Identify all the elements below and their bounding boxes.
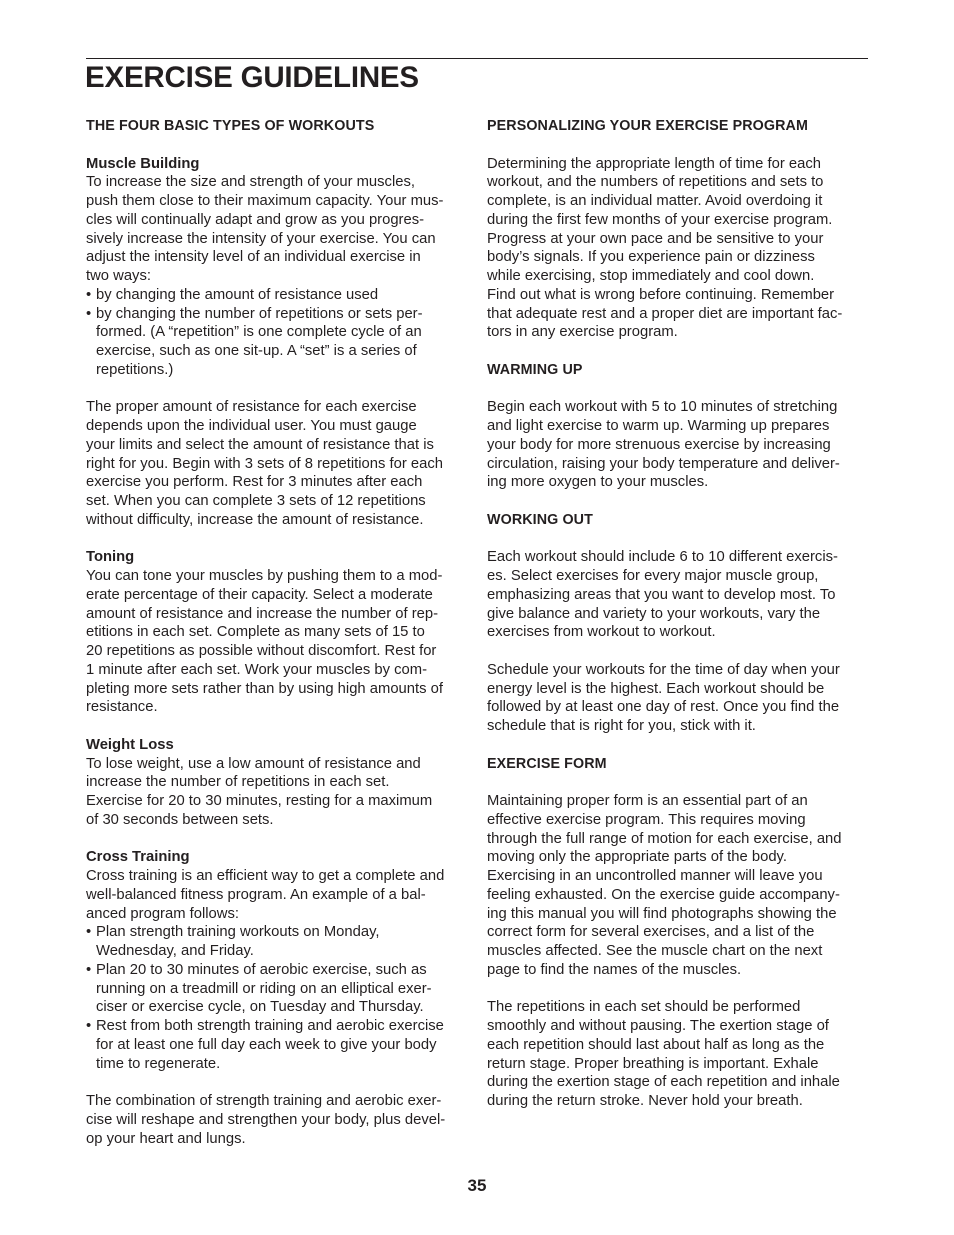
- subhead-weight-loss: Weight Loss: [86, 736, 174, 753]
- text-line: of 30 seconds between sets.: [86, 811, 274, 828]
- text-line: Exercising in an uncontrolled manner will leave you: [487, 868, 823, 884]
- text-line: your body for more strenuous exercise by increasing: [487, 436, 831, 453]
- text-line: smoothly and without pausing. The exertion stage of: [487, 1018, 829, 1034]
- text-line: for at least one full day each week to give your body: [96, 1036, 437, 1053]
- exercise-form-paragraph-breathing: [487, 998, 869, 1111]
- text-line: repetitions.): [96, 361, 174, 378]
- text-line: exercise, such as one sit-up. A “set” is a series of: [96, 343, 417, 359]
- text-line: and light exercise to warm up. Warming up prepares: [487, 418, 830, 434]
- cross-training-bullet-rest: [86, 1017, 470, 1073]
- text-line: page to find the names of the muscles.: [487, 961, 742, 978]
- text-line: push them close to their maximum capacity. Your mus-: [86, 193, 444, 209]
- text-line: feeling exhausted. On the exercise guide accompany-: [487, 886, 840, 903]
- text-line: circulation, raising your body temperature and deliver-: [487, 455, 840, 472]
- text-line: To lose weight, use a low amount of resistance and: [86, 755, 421, 772]
- text-line: complete, is an individual matter. Avoid overdoing it: [487, 193, 823, 209]
- text-line: Progress at your own pace and be sensitive to your: [487, 230, 824, 247]
- right-column: [487, 117, 869, 1111]
- text-line: running on a treadmill or riding on an elliptical exer-: [96, 980, 432, 997]
- text-line: Wednesday, and Friday.: [96, 943, 254, 959]
- text-line: Maintaining proper form is an essential part of an: [487, 793, 808, 809]
- text-line: depends upon the individual user. You must gauge: [86, 418, 417, 434]
- text-line: adjust the intensity level of an individual exercise in: [86, 249, 421, 266]
- personalizing-paragraph: [487, 155, 869, 343]
- text-line: sively increase the intensity of your exercise. You can: [86, 230, 436, 247]
- working-out-paragraph-schedule: [487, 661, 869, 736]
- text-line: during the exertion stage of each repetition and inhale: [487, 1074, 840, 1091]
- text-line: etitions in each set. Complete as many sets of 15 to: [86, 624, 425, 641]
- text-line: cise will reshape and strengthen your body, plus devel-: [86, 1111, 446, 1128]
- text-line: erate percentage of their capacity. Select a moderate: [86, 586, 433, 603]
- cross-training-bullet-strength: [86, 923, 470, 961]
- text-line: workout, and the numbers of repetitions and sets to: [487, 174, 824, 191]
- text-line: Rest from both strength training and aerobic exercise: [96, 1018, 444, 1034]
- text-line: well-balanced fitness program. An example of a bal-: [86, 886, 426, 903]
- text-line: To increase the size and strength of your muscles,: [86, 174, 415, 191]
- text-line: give balance and variety to your workouts, vary the: [487, 605, 821, 622]
- text-line: during the first few months of your exercise program.: [487, 211, 833, 228]
- text-line: Exercise for 20 to 30 minutes, resting for a maximum: [86, 793, 433, 809]
- subhead-muscle-building: Muscle Building: [86, 155, 200, 172]
- page-number: 35: [467, 1176, 487, 1195]
- text-line: You can tone your muscles by pushing them to a mod-: [86, 568, 443, 584]
- text-line: The repetitions in each set should be performed: [487, 999, 801, 1016]
- text-line: Plan 20 to 30 minutes of aerobic exercise, such as: [96, 961, 427, 978]
- text-line: Begin each workout with 5 to 10 minutes of stretching: [487, 399, 838, 416]
- text-line: that adequate rest and a proper diet are important fac-: [487, 305, 843, 322]
- page-title: EXERCISE GUIDELINES: [85, 61, 419, 94]
- section-title-four-basic-types: THE FOUR BASIC TYPES OF WORKOUTS: [86, 118, 375, 134]
- text-line: muscles affected. See the muscle chart on the next: [487, 943, 823, 959]
- section-title-working-out: WORKING OUT: [487, 511, 593, 528]
- text-line: time to regenerate.: [96, 1055, 221, 1072]
- cross-training-paragraph-combination: [86, 1092, 470, 1148]
- text-line: your limits and select the amount of resistance that is: [86, 436, 434, 453]
- section-title-exercise-form: EXERCISE FORM: [487, 755, 607, 772]
- bullet-marker: •: [86, 924, 92, 941]
- text-line: ciser or exercise cycle, on Tuesday and Thursday.: [96, 999, 424, 1016]
- text-line: correct form for several exercises, and a list of the: [487, 924, 815, 941]
- text-line: while exercising, stop immediately and cool down.: [487, 268, 815, 284]
- text-line: Each workout should include 6 to 10 different exercis-: [487, 549, 838, 566]
- text-line: set. When you can complete 3 sets of 12 repetitions: [86, 493, 426, 509]
- text-line: resistance.: [86, 699, 158, 716]
- text-line: Schedule your workouts for the time of day when your: [487, 661, 840, 678]
- text-line: exercise you perform. Rest for 3 minutes after each: [86, 474, 423, 491]
- text-line: formed. (A “repetition” is one complete cycle of an: [96, 324, 422, 341]
- text-line: The proper amount of resistance for each exercise: [86, 399, 417, 416]
- text-line: The combination of strength training and aerobic exer-: [86, 1093, 442, 1109]
- text-line: op your heart and lungs.: [86, 1130, 246, 1147]
- muscle-building-paragraph: [86, 173, 470, 286]
- subhead-toning: Toning: [86, 549, 135, 566]
- text-line: return stage. Proper breathing is important. Exhale: [487, 1055, 819, 1072]
- header-rule: [86, 58, 868, 59]
- text-line: exercises from workout to workout.: [487, 624, 716, 641]
- text-line: Plan strength training workouts on Monday,: [96, 924, 380, 941]
- text-line: es. Select exercises for every major muscle group,: [487, 568, 819, 584]
- toning-paragraph: [86, 567, 470, 717]
- muscle-building-bullet-repetitions: [86, 305, 470, 380]
- working-out-paragraph: [487, 548, 869, 642]
- text-line: schedule that is right for you, stick with it.: [487, 718, 756, 734]
- text-line: right for you. Begin with 3 sets of 8 repetitions for each: [86, 455, 443, 472]
- text-line: without difficulty, increase the amount of resistance.: [86, 511, 424, 528]
- text-line: amount of resistance and increase the number of rep-: [86, 605, 439, 622]
- muscle-building-bullet-resistance: [86, 286, 470, 305]
- cross-training-paragraph: [86, 867, 470, 923]
- text-line: cles will continually adapt and grow as you progres-: [86, 211, 425, 228]
- text-line: pleting more sets rather than by using high amounts of: [86, 680, 443, 697]
- text-line: Cross training is an efficient way to get a complete and: [86, 868, 445, 884]
- exercise-form-paragraph: [487, 792, 869, 980]
- text-line: two ways:: [86, 268, 151, 284]
- text-line: tors in any exercise program.: [487, 324, 678, 341]
- left-column: [86, 117, 470, 1148]
- bullet-marker: •: [86, 286, 92, 303]
- warming-up-paragraph: [487, 398, 869, 492]
- section-title-warming-up: WARMING UP: [487, 361, 583, 378]
- cross-training-bullet-aerobic: [86, 961, 470, 1017]
- text-line: body’s signals. If you experience pain or dizziness: [487, 249, 815, 266]
- weight-loss-paragraph: [86, 755, 470, 830]
- text-line: moving only the appropriate parts of the body.: [487, 849, 787, 866]
- text-line: by changing the number of repetitions or sets per-: [96, 305, 423, 322]
- text-line: anced program follows:: [86, 905, 239, 922]
- text-line: 1 minute after each set. Work your muscles by com-: [86, 661, 428, 678]
- section-title-personalizing: PERSONALIZING YOUR EXERCISE PROGRAM: [487, 118, 808, 134]
- bullet-marker: •: [86, 961, 92, 978]
- text-line: by changing the amount of resistance used: [96, 286, 379, 303]
- muscle-building-paragraph-resistance: [86, 398, 470, 529]
- text-line: emphasizing areas that you want to develop most. To: [487, 586, 836, 603]
- bullet-marker: •: [86, 1018, 92, 1034]
- text-line: during the return stroke. Never hold your breath.: [487, 1093, 803, 1109]
- text-line: increase the number of repetitions in each set.: [86, 774, 390, 791]
- text-line: followed by at least one day of rest. Once you find the: [487, 699, 840, 716]
- text-line: through the full range of motion for each exercise, and: [487, 830, 842, 847]
- bullet-marker: •: [86, 305, 92, 322]
- subhead-cross-training: Cross Training: [86, 849, 190, 866]
- text-line: 20 repetitions as possible without discomfort. Rest for: [86, 643, 437, 659]
- text-line: each repetition should last about half as long as the: [487, 1036, 825, 1053]
- text-line: Determining the appropriate length of time for each: [487, 155, 821, 172]
- text-line: ing this manual you will find photographs showing the: [487, 905, 837, 922]
- text-line: energy level is the highest. Each workout should be: [487, 680, 825, 697]
- text-line: Find out what is wrong before continuing. Remember: [487, 286, 835, 303]
- text-line: ing more oxygen to your muscles.: [487, 474, 709, 491]
- text-line: effective exercise program. This requires moving: [487, 811, 806, 828]
